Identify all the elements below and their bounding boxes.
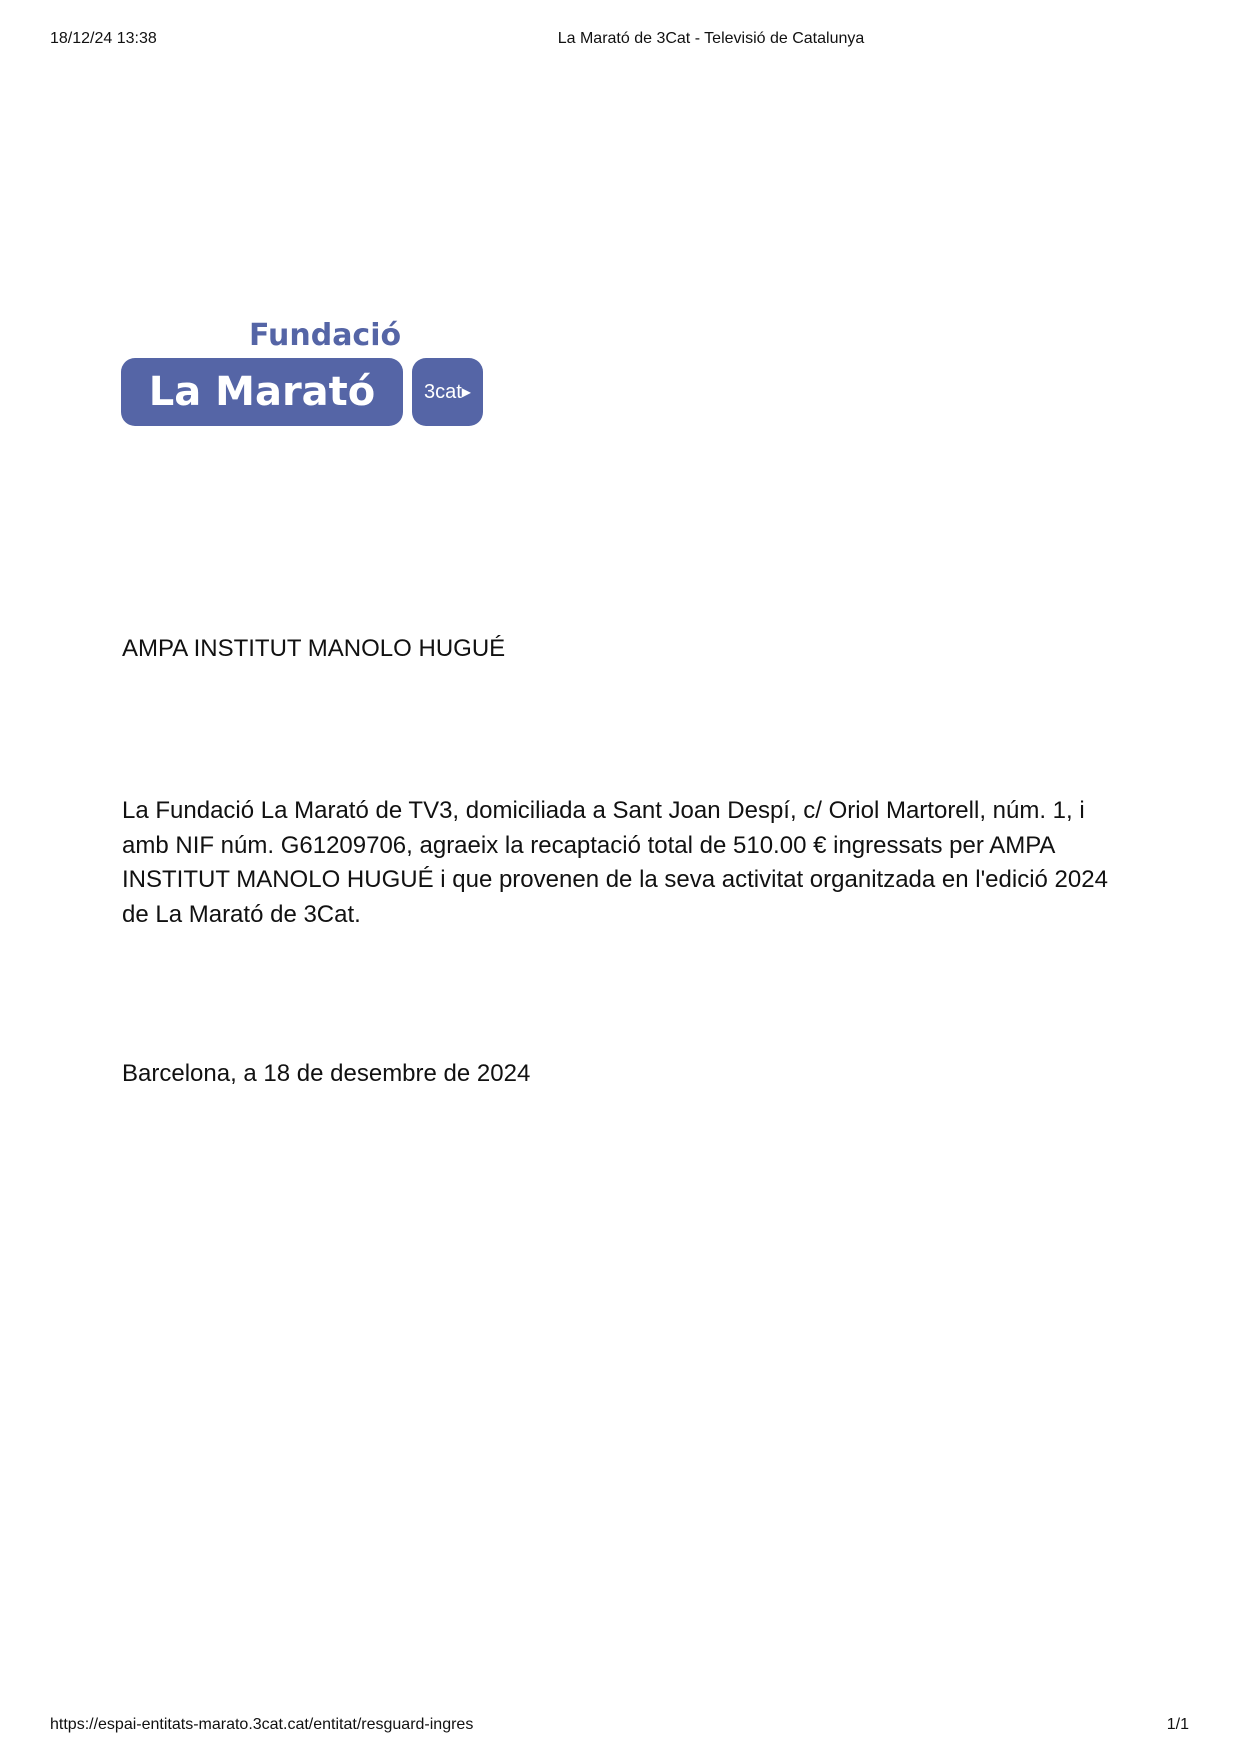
recipient-name: AMPA INSTITUT MANOLO HUGUÉ (122, 635, 506, 662)
fundacio-la-marato-logo (121, 318, 483, 426)
logo-la-marato: La Marató (121, 358, 403, 426)
page-number: 1/1 (1166, 1716, 1189, 1733)
place-date: Barcelona, a 18 de desembre de 2024 (122, 1060, 531, 1087)
footer-url: https://espai-entitats-marato.3cat.cat/entitat/resguard-ingres (50, 1716, 474, 1733)
page-title: La Marató de 3Cat - Televisió de Catalunya (557, 30, 865, 47)
acknowledgement-paragraph: La Fundació La Marató de TV3, domiciliada a Sant Joan Despí, c/ Oriol Martorell, núm. 1, i amb NIF núm. G61209706, agraeix la recaptació total de 510.00 € ingressats per AMPA INSTITUT MANOLO HUGUÉ i que provenen de la seva activitat organitzada en l'edició 2024 de La Marató de 3Cat. (122, 797, 1108, 928)
logo-fundacio: Fundació (249, 318, 402, 353)
print-datetime: 18/12/24 13:38 (50, 30, 157, 47)
logo-3cat-text: 3cat (423, 380, 462, 403)
broadcast-icon: ▶ (461, 385, 472, 399)
logo-3cat-badge (412, 358, 483, 426)
